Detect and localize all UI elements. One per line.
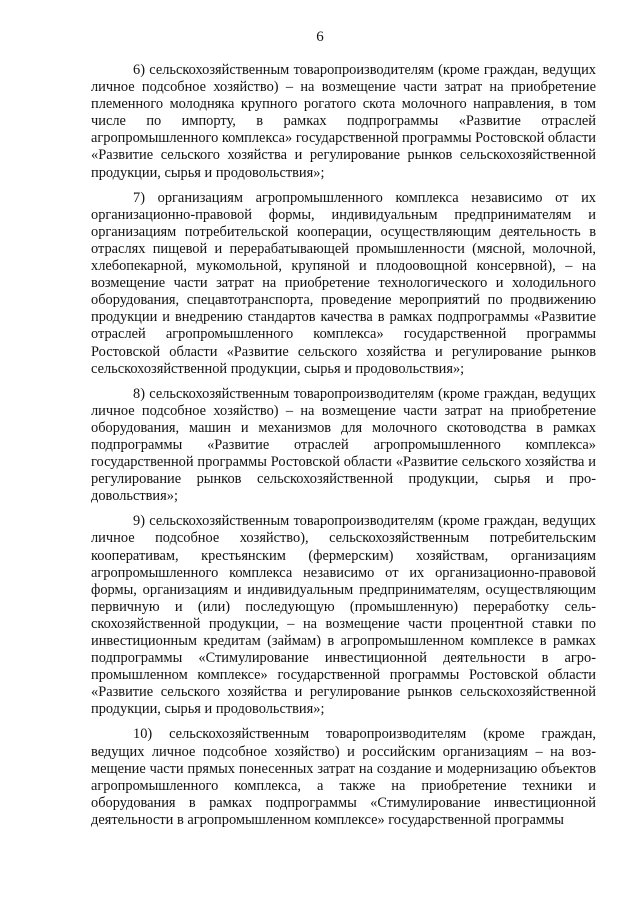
- paragraph-item-8: 8) сельскохозяйственным товаропроизводителям (кроме граждан, ведущих личное подсобное хозяйство) – на возмещение части затрат на приобретение оборудования, машин и механизмов для молочного скотоводства в рамках подпрограммы «Развитие отраслей агропромышленного комплекса» государственной программы Ростовской области «Развитие сельского хозяйства и регулирование рынков сельскохозяйственной продукции, сырья и продовольствия»;: [91, 385, 596, 505]
- paragraph-item-7: 7) организациям агропромышленного комплекса независимо от их организационно-правовой формы, индивидуальным предпринимателям и организациям потребительской кооперации, осуществляющим деятельность в отраслях пищевой и перерабатывающей промышленности (мясной, молочной, хлебопекарной, мукомольной, крупяной и плодоовощной консервной), – на возмещение части затрат на приобретение технологического и холодильного оборудования, спецавтотранспорта, проведение мероприятий по продвижению продукции и внедрению стандартов качества в рамках подпрограммы «Развитие отраслей агропромышленного комплекса» государственной программы Ростовской области «Развитие сельского хозяйства и регулирование рынков сельскохозяйственной продукции, сырья и продовольствия»;: [91, 189, 596, 377]
- paragraph-item-9: 9) сельскохозяйственным товаропроизводителям (кроме граждан, ведущих личное подсобное хозяйство), сельскохозяйственным потребительским кооперативам, крестьянским (фермерским) хозяйствам, организациям агропромышленного комплекса независимо от их организационно-правовой формы, организациям и индивидуальным предпринимателям, осуществляющим первичную и (или) последующую (промышленную) переработку сельскохозяйственной продукции, – на возмещение части процентной ставки по инвестиционным кредитам (займам) в агропромышленном комплексе в рамках подпрограммы «Стимулирование инвестиционной деятельности в агропромышленном комплексе» государственной программы Ростовской области «Развитие сельского хозяйства и регулирование рынков сельскохозяйственной продукции, сырья и продовольствия»;: [91, 513, 596, 718]
- paragraph-item-10: 10) сельскохозяйственным товаропроизводителям (кроме граждан, ведущих личное подсобное хозяйство) и российским организациям – на возмещение части прямых понесенных затрат на создание и модернизацию объектов агропромышленного комплекса, а также на приобретение техники и оборудования в рамках подпрограммы «Стимулирование инвестиционной деятельности в агропромышленном комплексе» государственной программы: [91, 726, 596, 828]
- page-number: 6: [316, 29, 324, 45]
- paragraph-item-6: 6) сельскохозяйственным товаропроизводителям (кроме граждан, ведущих личное подсобное хозяйство) – на возмещение части затрат на приобретение племенного молодняка крупного рогатого скота молочного направления, в том числе по импорту, в рамках подпрограммы «Развитие отраслей агропромышленного комплекса» государственной программы Ростовской области «Развитие сельского хозяйства и регулирование рынков сельскохозяйственной продукции, сырья и продовольствия»;: [91, 62, 596, 181]
- document-body: [91, 62, 596, 837]
